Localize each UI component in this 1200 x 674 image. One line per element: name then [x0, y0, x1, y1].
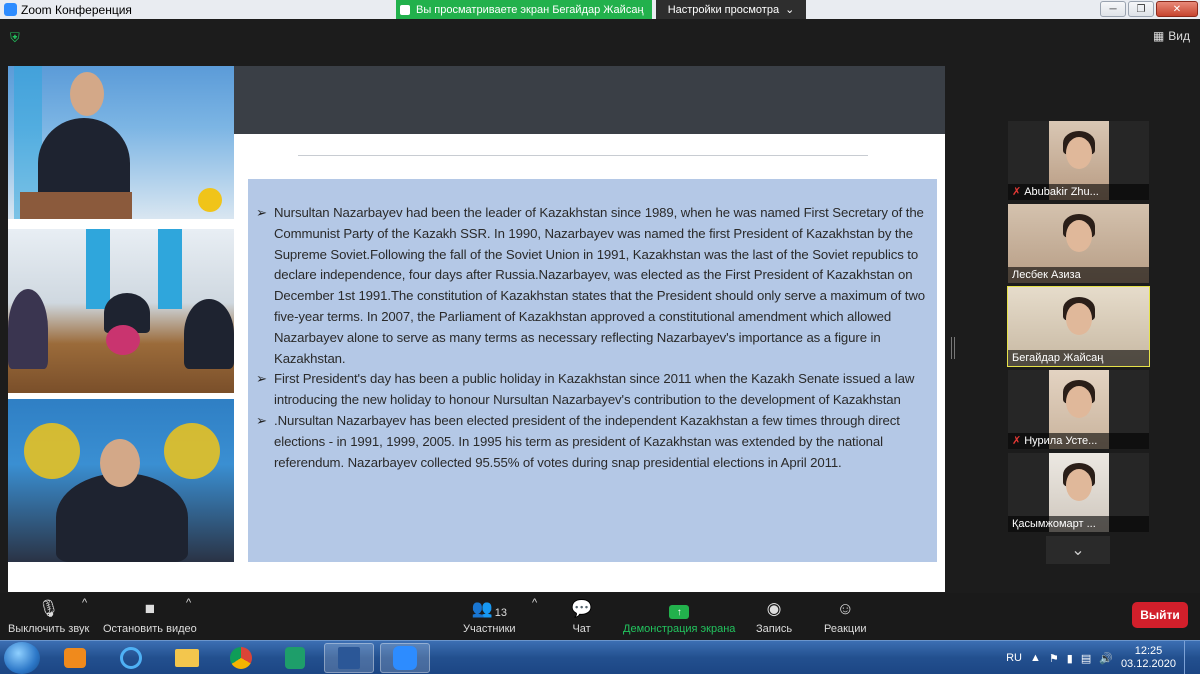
chat-button[interactable] — [571, 597, 592, 635]
slide-decoration-line — [298, 136, 868, 156]
chat-label: Чат — [572, 623, 591, 635]
participant-name-bar — [1008, 267, 1149, 283]
face-shape — [1066, 469, 1092, 501]
reactions-icon: ☺ — [836, 599, 854, 618]
file-explorer-taskbar-icon[interactable] — [162, 643, 212, 673]
participant-name-bar — [1008, 350, 1149, 366]
title-bar — [0, 0, 1200, 19]
face-shape — [1066, 220, 1092, 252]
person-shape — [184, 299, 234, 369]
participant-name-bar — [1008, 433, 1149, 449]
tray-expand-icon[interactable]: ▲ — [1030, 652, 1041, 664]
flowers-shape — [106, 325, 140, 355]
person-shape — [8, 289, 48, 369]
slide-photo-podium — [8, 66, 234, 219]
participant-tile[interactable] — [1008, 370, 1149, 449]
mic-muted-icon: ✗ — [1012, 186, 1022, 198]
zoom-taskbar-icon[interactable] — [380, 643, 430, 673]
meeting-area — [0, 19, 1200, 593]
arrow-bullet-icon: ➢ — [256, 371, 267, 387]
arrow-bullet-icon: ➢ — [256, 205, 267, 220]
participant-tile[interactable] — [1008, 121, 1149, 200]
clock-date: 03.12.2020 — [1120, 658, 1176, 670]
security-app-taskbar-icon[interactable] — [270, 643, 320, 673]
chrome-taskbar-icon[interactable] — [216, 643, 266, 673]
grid-icon: ▦ — [1152, 29, 1165, 43]
splitter-handle[interactable] — [951, 337, 955, 359]
share-banner-text: Вы просматриваете экран Бегайдар Жайсаң — [416, 3, 644, 16]
show-desktop-button[interactable] — [1184, 641, 1196, 674]
participant-tile[interactable] — [1008, 204, 1149, 283]
view-button-label: Вид — [1168, 29, 1190, 43]
participants-options-caret[interactable]: ^ — [532, 597, 538, 609]
meeting-toolbar — [0, 593, 1200, 640]
podium-shape — [20, 192, 132, 219]
video-camera-icon: ■ — [144, 599, 156, 618]
restore-button[interactable]: ❐ — [1128, 1, 1154, 17]
participants-icon — [472, 597, 507, 619]
participant-name: Бегайдар Жайсаң — [1012, 352, 1104, 364]
slide-photo-meeting — [8, 229, 234, 393]
slide-bullet — [256, 411, 929, 473]
minimize-button[interactable]: ─ — [1100, 1, 1126, 17]
participant-tile-active-speaker[interactable] — [1008, 287, 1149, 366]
mute-label: Выключить звук — [8, 623, 90, 635]
flag-icon[interactable]: ⚑ — [1048, 652, 1059, 665]
signal-icon[interactable]: ▮ — [1066, 652, 1073, 665]
close-window-button[interactable]: ✕ — [1156, 1, 1198, 17]
face-shape — [1066, 137, 1092, 169]
participant-tile[interactable] — [1008, 453, 1149, 532]
emblem-shape — [198, 188, 222, 212]
participant-name-bar — [1008, 516, 1149, 532]
participant-video-strip — [1008, 121, 1149, 564]
audio-options-caret[interactable]: ^ — [82, 597, 88, 609]
leave-meeting-button[interactable]: Выйти — [1132, 602, 1188, 628]
window-title: Zoom Конференция — [21, 2, 132, 17]
stop-video-label: Остановить видео — [103, 623, 197, 635]
zoom-app-icon — [4, 3, 17, 16]
shared-screen-slide — [8, 66, 945, 592]
share-screen-button[interactable] — [623, 597, 735, 635]
slide-text-box — [248, 179, 937, 562]
participant-name-bar — [1008, 184, 1149, 200]
clock[interactable] — [1121, 645, 1176, 671]
view-options-label: Настройки просмотра — [667, 3, 780, 16]
flag-shape — [86, 229, 110, 309]
slide-bullet — [256, 203, 929, 369]
participant-name: Қасымжомарт ... — [1012, 518, 1096, 530]
internet-explorer-taskbar-icon[interactable] — [106, 643, 156, 673]
system-tray — [1006, 641, 1196, 674]
strip-scroll-down-button[interactable] — [1046, 536, 1110, 564]
arrow-bullet-icon: ➢ — [256, 412, 267, 428]
network-icon[interactable]: ▤ — [1080, 652, 1092, 665]
participants-button[interactable] — [463, 597, 516, 635]
video-options-caret[interactable]: ^ — [186, 597, 192, 609]
emblem-shape — [164, 423, 220, 479]
window-controls — [1100, 1, 1198, 17]
share-screen-label: Демонстрация экрана — [623, 623, 736, 635]
reactions-label: Реакции — [824, 623, 867, 635]
clock-time: 12:25 — [1134, 645, 1163, 657]
reactions-button[interactable] — [824, 597, 867, 635]
stop-video-button[interactable] — [103, 597, 197, 635]
windows-taskbar — [0, 640, 1200, 674]
participant-name: Нурила Усте... — [1024, 435, 1098, 447]
mute-button[interactable] — [8, 597, 89, 635]
participants-label: Участники — [463, 623, 516, 635]
participant-name: Abubakir Zhu... — [1024, 186, 1099, 198]
chat-icon: 💬 — [571, 599, 593, 618]
slide-photo-portrait — [8, 399, 234, 562]
media-player-taskbar-icon[interactable] — [50, 643, 100, 673]
share-indicator-icon — [400, 5, 410, 15]
language-indicator[interactable]: RU — [1006, 652, 1022, 664]
slide-bullet — [256, 369, 929, 411]
mic-muted-icon: ✗ — [1012, 435, 1022, 447]
flag-shape — [158, 229, 182, 309]
shield-icon[interactable]: ⛨ — [10, 30, 20, 45]
participants-count: 13 — [494, 607, 507, 619]
word-taskbar-icon[interactable] — [324, 643, 374, 673]
participant-name: Лесбек Азиза — [1012, 269, 1081, 281]
microphone-icon: 🎙 — [37, 599, 60, 618]
head-shape — [70, 72, 104, 116]
view-options-dropdown[interactable] — [656, 0, 806, 19]
emblem-shape — [24, 423, 80, 479]
slide-bullet-text: First President's day has been a public holiday in Kazakhstan since 2011 when the Kazakh Senate issued a law introducing the new holiday to honour Nursultan Nazarbayev's contribution to the development of Kazakhstan — [274, 371, 915, 408]
record-icon: ◉ — [766, 599, 782, 618]
face-shape — [1066, 386, 1092, 418]
record-label: Запись — [756, 623, 793, 635]
record-button[interactable] — [756, 597, 792, 635]
head-shape — [100, 439, 140, 487]
chevron-down-icon: ⌄ — [785, 4, 795, 16]
view-button[interactable] — [1153, 29, 1190, 43]
slide-header-bar — [178, 66, 945, 134]
slide-bullet-text: .Nursultan Nazarbayev has been elected president of the independent Kazakhstan a few times through direct elections - in 1991, 1999, 2005. In 1995 his term as president of Kazakhstan was extended by the national referendum. Nazarbayev collected 95.55% of votes during snap presidential elections in April 2011. — [274, 412, 900, 470]
start-button[interactable] — [4, 642, 40, 674]
slide-bullet-text: Nursultan Nazarbayev had been the leader of Kazakhstan since 1989, when he was named First Secretary of the Communist Party of the Kazakh SSR. In 1990, Nazarbayev was named the first President of Kazakhstan by the Supreme Soviet.Following the fall of the Soviet Union in 1991, Kazakhstan was the last of the Soviet republics to declare independence, four days after Russia.Nazarbayev, was elected as the First President of Kazakhstan on December 1st 1991.The constitution of Kazakhstan states that the President should only serve a maximum of two five-year terms. In 2007, the Parliament of Kazakhstan approved a constitutional amendment which allowed Nazarbayev alone to serve as many terms as necessary reflecting Nazarbayev's importance as a figure in Kazakhstan. — [274, 205, 926, 366]
face-shape — [1066, 303, 1092, 335]
share-screen-icon: ↑ — [669, 605, 689, 619]
volume-icon[interactable]: 🔊 — [1099, 652, 1113, 665]
participants-glyph: 👥 — [471, 599, 493, 618]
screen-share-banner — [396, 0, 652, 19]
chevron-down-icon: ⌄ — [1071, 542, 1085, 559]
